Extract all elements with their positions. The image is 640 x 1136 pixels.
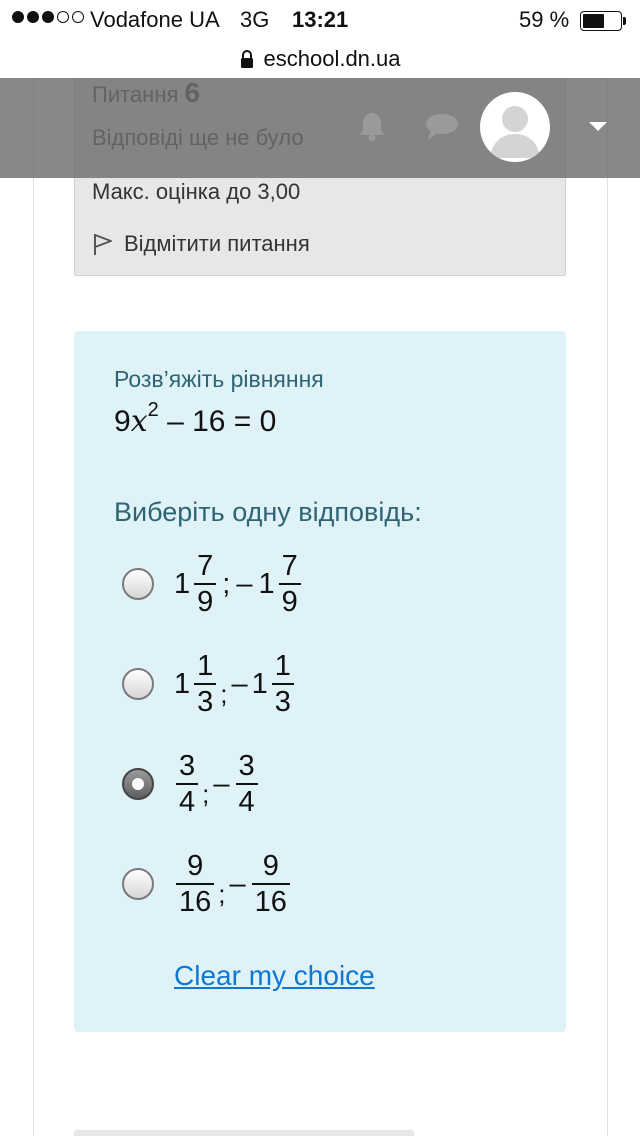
answer-option-4[interactable] bbox=[122, 849, 292, 919]
carrier-name: Vodafone UA bbox=[90, 7, 220, 32]
answer-fraction bbox=[176, 749, 198, 819]
bell-icon[interactable] bbox=[355, 110, 389, 144]
answer-whole: 1 bbox=[174, 567, 191, 600]
status-bar bbox=[0, 0, 640, 40]
question-formulation bbox=[74, 331, 566, 1032]
flag-question-link[interactable] bbox=[92, 231, 310, 257]
answer-fraction bbox=[236, 749, 258, 819]
answer-minus: – bbox=[213, 767, 230, 800]
answer-separator: ; bbox=[220, 678, 228, 709]
fraction-numerator: 3 bbox=[179, 750, 196, 782]
signal-dot bbox=[57, 11, 69, 23]
battery-percent: 59 % bbox=[519, 7, 570, 32]
signal-strength-icon bbox=[12, 11, 84, 23]
answer-fraction bbox=[272, 649, 294, 719]
answer-fraction bbox=[176, 849, 214, 919]
radio-option-2[interactable] bbox=[122, 668, 154, 700]
answer-fraction bbox=[194, 549, 216, 619]
equation-power: 2 bbox=[147, 399, 159, 421]
equation-variable: x bbox=[130, 404, 148, 439]
avatar[interactable] bbox=[480, 92, 550, 162]
answer-whole: 1 bbox=[258, 567, 275, 600]
answer-option-1[interactable] bbox=[122, 549, 303, 619]
fraction-denominator: 4 bbox=[236, 783, 258, 819]
battery-tip bbox=[623, 17, 626, 25]
status-time: 13:21 bbox=[292, 7, 349, 32]
fraction-numerator: 9 bbox=[187, 850, 204, 882]
answer-option-2[interactable] bbox=[122, 649, 296, 719]
fraction-denominator: 3 bbox=[272, 683, 294, 719]
question-prompt: Розв’яжіть рівняння bbox=[114, 366, 324, 392]
answer-math-1 bbox=[174, 549, 303, 619]
answer-minus: – bbox=[229, 867, 246, 900]
browser-url-bar[interactable] bbox=[0, 40, 640, 78]
radio-option-4[interactable] bbox=[122, 868, 154, 900]
answer-separator: ; bbox=[222, 567, 231, 600]
clear-choice-link[interactable]: Clear my choice bbox=[174, 960, 375, 991]
fraction-denominator: 3 bbox=[194, 683, 216, 719]
answer-minus: – bbox=[236, 567, 253, 600]
signal-dot bbox=[42, 11, 54, 23]
fraction-denominator: 16 bbox=[252, 883, 290, 919]
answer-fraction bbox=[252, 849, 290, 919]
flag-question-label: Відмітити питання bbox=[124, 231, 310, 256]
fraction-denominator: 16 bbox=[176, 883, 214, 919]
radio-option-3[interactable] bbox=[122, 768, 154, 800]
answer-math-2 bbox=[174, 649, 296, 719]
battery-icon bbox=[580, 11, 622, 31]
radio-option-1[interactable] bbox=[122, 568, 154, 600]
fraction-numerator: 3 bbox=[238, 750, 255, 782]
answer-fraction bbox=[194, 649, 216, 719]
select-one-label: Виберіть одну відповідь: bbox=[114, 497, 422, 527]
question-equation bbox=[114, 399, 277, 439]
signal-dot bbox=[12, 11, 24, 23]
lock-icon bbox=[240, 50, 254, 68]
battery-fill bbox=[583, 14, 604, 28]
fraction-numerator: 7 bbox=[197, 550, 214, 582]
answer-whole: 1 bbox=[174, 667, 191, 700]
fraction-numerator: 9 bbox=[262, 850, 279, 882]
fraction-denominator: 9 bbox=[194, 583, 216, 619]
fraction-denominator: 4 bbox=[176, 783, 198, 819]
equation-coef: 9 bbox=[114, 405, 131, 438]
signal-dot bbox=[72, 11, 84, 23]
fraction-numerator: 1 bbox=[274, 650, 291, 682]
answer-minus: – bbox=[231, 667, 248, 700]
answer-math-3 bbox=[174, 749, 260, 819]
flag-icon bbox=[92, 232, 114, 256]
equation-rest: – 16 = 0 bbox=[167, 405, 277, 438]
question-grade: Макс. оцінка до 3,00 bbox=[92, 179, 301, 204]
answer-fraction bbox=[279, 549, 301, 619]
next-question-box bbox=[74, 1130, 414, 1136]
caret-down-icon[interactable] bbox=[588, 120, 608, 132]
chat-icon[interactable] bbox=[424, 112, 460, 142]
signal-dot bbox=[27, 11, 39, 23]
answer-separator: ; bbox=[218, 878, 226, 909]
top-navbar bbox=[0, 78, 640, 178]
fraction-denominator: 9 bbox=[279, 583, 301, 619]
network-type: 3G bbox=[240, 7, 270, 32]
answer-option-3[interactable] bbox=[122, 749, 260, 819]
fraction-numerator: 1 bbox=[197, 650, 214, 682]
url-text: eschool.dn.ua bbox=[263, 46, 401, 71]
fraction-numerator: 7 bbox=[281, 550, 298, 582]
answer-whole: 1 bbox=[251, 667, 268, 700]
answer-math-4 bbox=[174, 849, 292, 919]
answer-separator: ; bbox=[202, 778, 210, 809]
